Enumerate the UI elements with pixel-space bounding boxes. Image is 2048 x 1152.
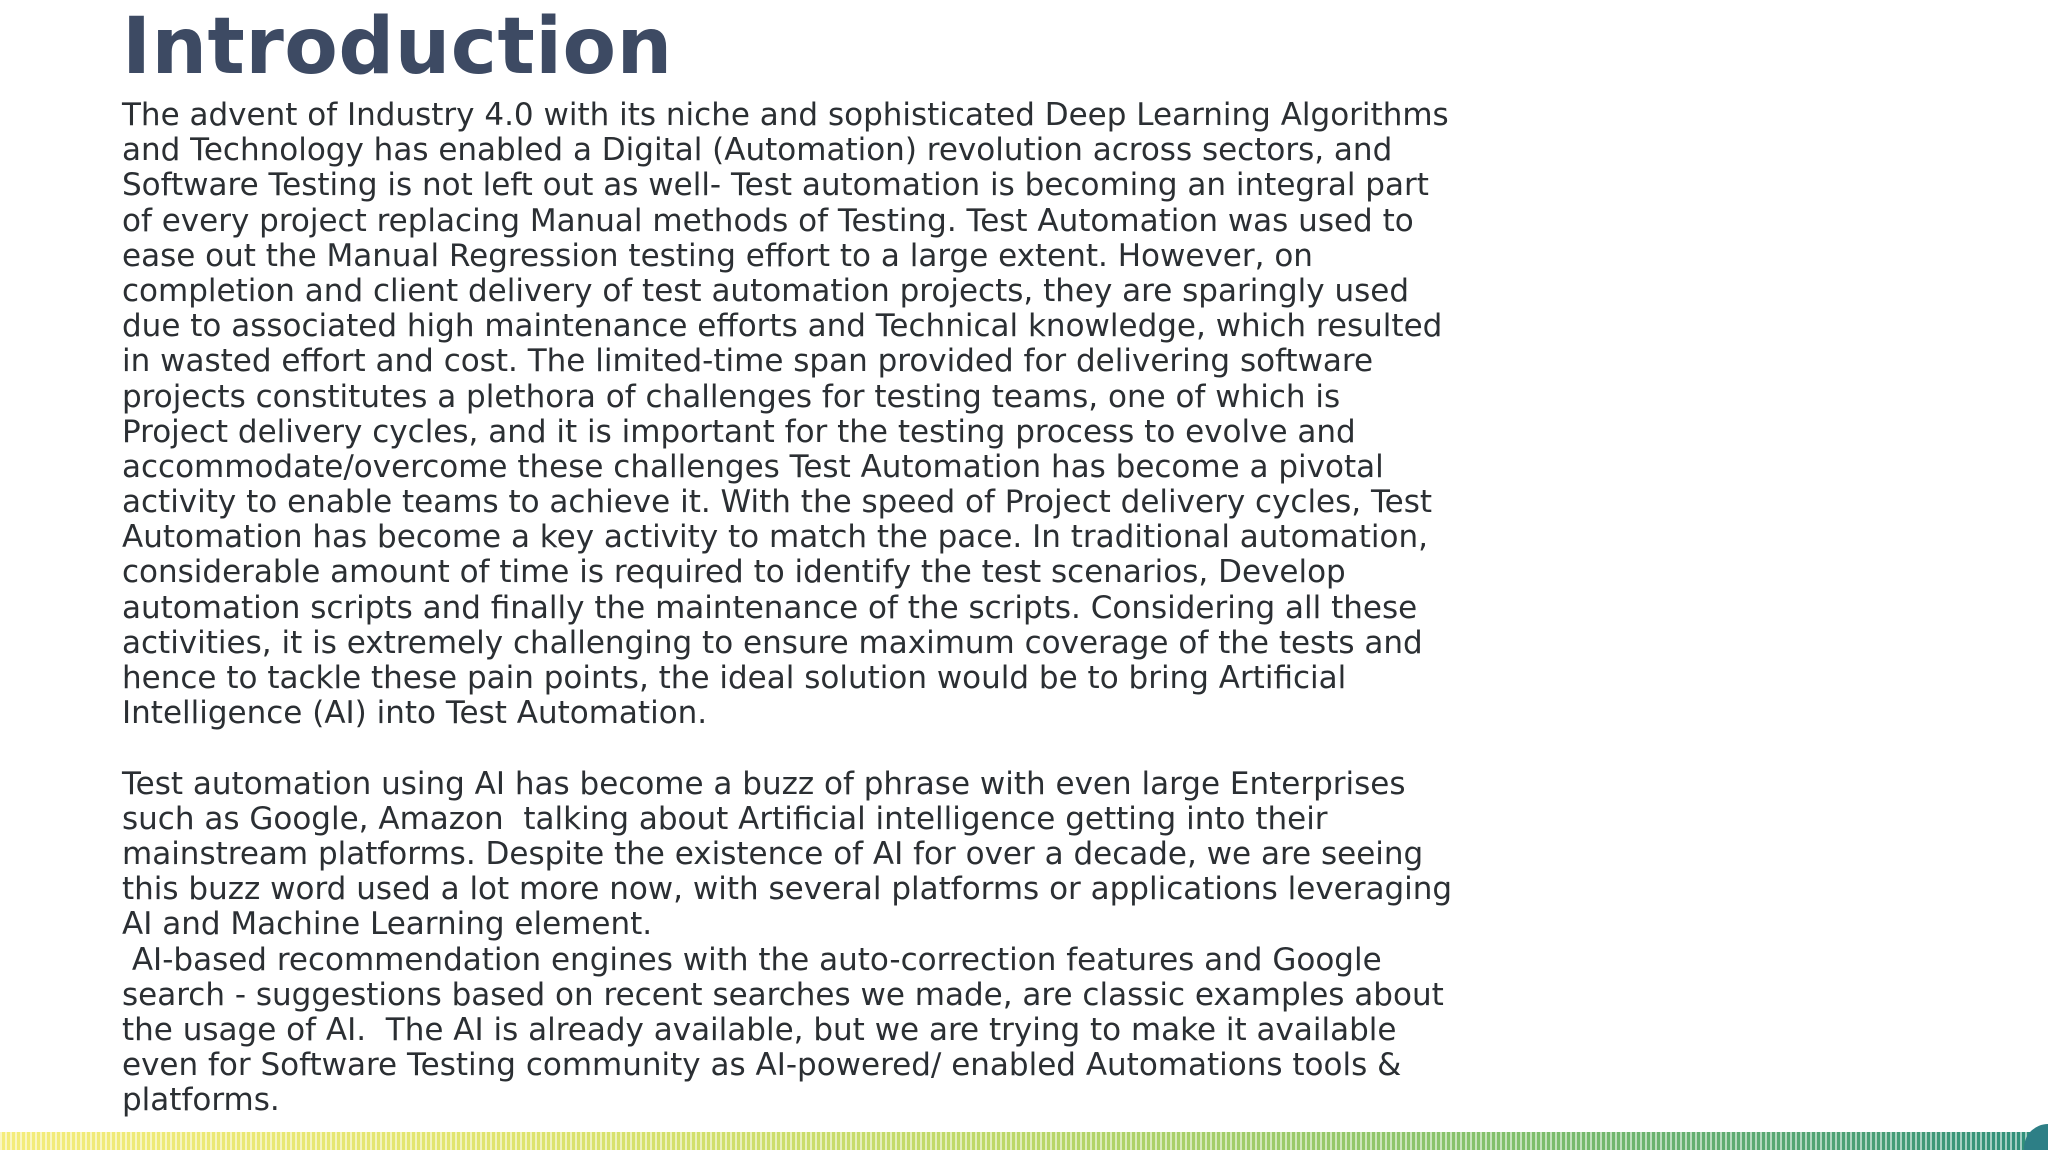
text-line: due to associated high maintenance efforts and Technical knowledge, which resulted [122,308,1443,345]
slide-title: Introduction [122,2,673,92]
text-line: search - suggestions based on recent searches we made, are classic examples about [122,976,1444,1013]
decorative-gradient-bar [0,1132,2030,1150]
text-line: completion and client delivery of test automation projects, they are sparingly used [122,272,1410,309]
text-line: and Technology has enabled a Digital (Automation) revolution across sectors, and [122,132,1393,169]
paragraph-1 [122,98,1942,731]
text-line: this buzz word used a lot more now, with several platforms or applications leveraging [122,871,1453,908]
text-line: of every project replacing Manual methods of Testing. Test Automation was used to [122,202,1414,239]
decorative-bar-end [2024,1124,2048,1150]
text-line: activity to enable teams to achieve it. With the speed of Project delivery cycles, Test [122,484,1433,521]
text-line: Project delivery cycles, and it is important for the testing process to evolve and [122,413,1356,450]
text-line: even for Software Testing community as AI-powered/ enabled Automations tools & [122,1047,1402,1084]
text-line: activities, it is extremely challenging to ensure maximum coverage of the tests and [122,624,1423,661]
text-line: Intelligence (AI) into Test Automation. [122,695,708,732]
text-line: Test automation using AI has become a buzz of phrase with even large Enterprises [122,765,1406,802]
text-line: projects constitutes a plethora of challenges for testing teams, one of which is [122,378,1341,415]
text-line: ease out the Manual Regression testing effort to a large extent. However, on [122,237,1313,274]
text-line: automation scripts and finally the maintenance of the scripts. Considering all these [122,589,1418,626]
text-line: accommodate/overcome these challenges Test Automation has become a pivotal [122,448,1384,485]
text-line: such as Google, Amazon talking about Artificial intelligence getting into their [122,800,1328,837]
text-line: in wasted effort and cost. The limited-time span provided for delivering software [122,343,1374,380]
text-line: The advent of Industry 4.0 with its niche and sophisticated Deep Learning Algorithms [122,97,1449,133]
text-line: hence to tackle these pain points, the ideal solution would be to bring Artificial [122,660,1347,696]
text-line: AI-based recommendation engines with the auto-correction features and Google [122,941,1382,978]
slide-body [122,98,1942,1118]
text-line: mainstream platforms. Despite the existence of AI for over a decade, we are seeing [122,835,1424,872]
text-line: platforms. [122,1082,280,1119]
paragraph-2 [122,767,1942,1119]
text-line: the usage of AI. The AI is already available, but we are trying to make it available [122,1011,1397,1048]
text-line: considerable amount of time is required to identify the test scenarios, Develop [122,554,1346,591]
paragraph-spacer [122,731,1942,766]
text-line: Automation has become a key activity to match the pace. In traditional automation, [122,519,1428,556]
text-line: AI and Machine Learning element. [122,906,653,943]
text-line: Software Testing is not left out as well- Test automation is becoming an integral part [122,167,1429,204]
